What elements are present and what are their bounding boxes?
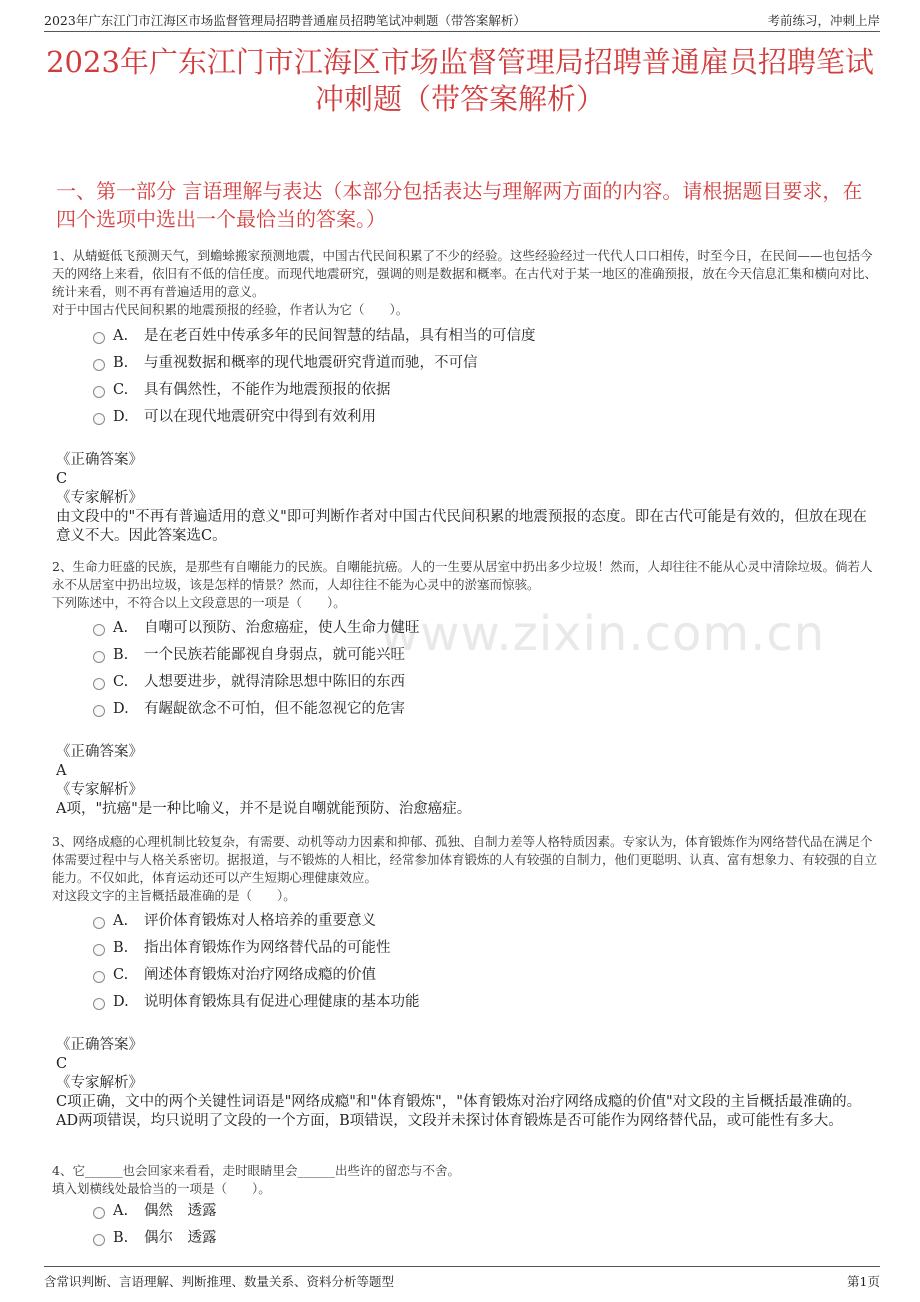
analysis-label: 《专家解析》 (56, 1075, 143, 1091)
answer-label: 《正确答案》 (56, 1037, 143, 1053)
question-4 (52, 1162, 878, 1198)
question-1-options (52, 323, 878, 431)
radio-icon[interactable] (93, 332, 105, 344)
radio-icon[interactable] (93, 1207, 105, 1219)
radio-icon[interactable] (93, 971, 105, 983)
question-2-options (52, 615, 878, 723)
answer-block-1 (56, 451, 876, 546)
page-number: 第1页 (847, 1274, 880, 1289)
radio-icon[interactable] (93, 944, 105, 956)
radio-icon[interactable] (93, 998, 105, 1010)
analysis-label: 《专家解析》 (56, 490, 143, 506)
option-text: 评价体育锻炼对人格培养的重要意义 (144, 913, 376, 929)
radio-icon[interactable] (93, 678, 105, 690)
option-text: 可以在现代地震研究中得到有效利用 (144, 409, 376, 425)
option-d[interactable] (93, 989, 878, 1016)
option-letter: A. (113, 328, 129, 344)
option-text: 偶然 透露 (144, 1203, 217, 1219)
radio-icon[interactable] (93, 359, 105, 371)
option-letter: D. (113, 701, 129, 717)
option-letter: A. (113, 913, 129, 929)
analysis-text: C项正确，文中的两个关键性词语是"网络成瘾"和"体育锻炼"，"体育锻炼对治疗网络成瘾的价值"对文段的主旨概括最准确的。AD两项错误，均只说明了文段的一个方面，B项错误，文段并未探讨体育锻炼是否可能作为网络替代品，或可能性有多大。 (56, 1094, 862, 1129)
question-stem: 2、生命力旺盛的民族，是那些有自嘲能力的民族。自嘲能抗癌。人的一生要从居室中扔出多少垃圾！然而，人却往往不能从心灵中清除垃圾。倘若人永不从居室中扔出垃圾，该是怎样的情景？然而，人却往往不能为心灵中的淤塞而惊骇。 (52, 559, 873, 592)
option-text: 偶尔 透露 (144, 1230, 217, 1246)
answer-value: C (56, 471, 68, 487)
question-prompt: 对于中国古代民间积累的地震预报的经验，作者认为它（ ）。 (52, 302, 409, 317)
question-2 (52, 558, 878, 612)
option-letter: A. (113, 620, 129, 636)
option-text: 自嘲可以预防、治愈癌症，使人生命力健旺 (144, 620, 420, 636)
option-letter: C. (113, 674, 129, 690)
option-letter: A. (113, 1203, 129, 1219)
option-text: 阐述体育锻炼对治疗网络成瘾的价值 (144, 967, 376, 983)
option-c[interactable] (93, 962, 878, 989)
radio-icon[interactable] (93, 651, 105, 663)
question-1 (52, 247, 878, 319)
option-letter: C. (113, 967, 129, 983)
section-heading: 一、第一部分 言语理解与表达（本部分包括表达与理解两方面的内容。请根据题目要求，在四个选项中选出一个最恰当的答案。） (56, 179, 863, 231)
page-footer (44, 1266, 880, 1291)
option-text: 人想要进步，就得清除思想中陈旧的东西 (144, 674, 405, 690)
watermark: www.zixin.com.cn (380, 606, 826, 662)
radio-icon[interactable] (93, 386, 105, 398)
option-letter: B. (113, 940, 129, 956)
analysis-text: 由文段中的"不再有普遍适用的意义"即可判断作者对中国古代民间积累的地震预报的态度。即在古代可能是有效的，但放在现在意义不大。因此答案选C。 (56, 509, 867, 544)
answer-block-3 (56, 1036, 876, 1131)
answer-label: 《正确答案》 (56, 452, 143, 468)
page-header (44, 9, 880, 32)
answer-value: A (56, 763, 67, 779)
radio-icon[interactable] (93, 624, 105, 636)
option-a[interactable] (93, 323, 878, 350)
option-letter: B. (113, 355, 129, 371)
analysis-text: A项，"抗癌"是一种比喻义，并不是说自嘲就能预防、治愈癌症。 (56, 801, 472, 817)
option-text: 具有偶然性，不能作为地震预报的依据 (144, 382, 391, 398)
radio-icon[interactable] (93, 413, 105, 425)
option-letter: B. (113, 1230, 129, 1246)
radio-icon[interactable] (93, 705, 105, 717)
question-stem: 4、它______也会回家来看看，走时眼睛里会______出些许的留恋与不舍。 (52, 1163, 460, 1178)
option-c[interactable] (93, 669, 878, 696)
footer-description: 含常识判断、言语理解、判断推理、数量关系、资料分析等题型 (44, 1274, 395, 1289)
option-c[interactable] (93, 377, 878, 404)
answer-label: 《正确答案》 (56, 744, 143, 760)
question-stem: 1、从蜻蜓低飞预测天气，到蟾蜍搬家预测地震，中国古代民间积累了不少的经验。这些经验经过一代代人口口相传，时至今日，在民间——也包括今天的网络上来看，依旧有不低的信任度。而现代地震研究，强调的则是数据和概率。在古代对于某一地区的准确预报，放在今天信息汇集和横向对比、统计来看，则不再有普遍适用的意义。 (52, 248, 878, 299)
option-text: 有龌龊欲念不可怕，但不能忽视它的危害 (144, 701, 405, 717)
option-text: 与重视数据和概率的现代地震研究背道而驰，不可信 (144, 355, 478, 371)
option-d[interactable] (93, 696, 878, 723)
answer-value: C (56, 1056, 68, 1072)
question-3-options (52, 908, 878, 1016)
question-stem: 3、网络成瘾的心理机制比较复杂，有需要、动机等动力因素和抑郁、孤独、自制力差等人格特质因素。专家认为，体育锻炼作为网络替代品在满足个体需要过程中与人格关系密切。据报道，与不锻炼的人相比，经常参加体育锻炼的人有较强的自制力，他们更聪明、认真、富有想象力、有较强的自立能力。不仅如此，体育运动还可以产生短期心理健康效应。 (52, 834, 878, 885)
header-slogan: 考前练习，冲刺上岸 (767, 13, 880, 28)
option-letter: D. (113, 409, 129, 425)
analysis-label: 《专家解析》 (56, 782, 143, 798)
option-b[interactable] (93, 1225, 878, 1252)
option-b[interactable] (93, 642, 878, 669)
option-text: 指出体育锻炼作为网络替代品的可能性 (144, 940, 391, 956)
option-letter: D. (113, 994, 129, 1010)
option-letter: B. (113, 647, 129, 663)
question-3 (52, 833, 878, 905)
option-d[interactable] (93, 404, 878, 431)
radio-icon[interactable] (93, 1234, 105, 1246)
radio-icon[interactable] (93, 917, 105, 929)
question-prompt: 填入划横线处最恰当的一项是（ ）。 (52, 1181, 271, 1196)
question-4-options (52, 1198, 878, 1252)
option-b[interactable] (93, 350, 878, 377)
option-letter: C. (113, 382, 129, 398)
option-text: 是在老百姓中传承多年的民间智慧的结晶，具有相当的可信度 (144, 328, 536, 344)
header-doc-title: 2023年广东江门市江海区市场监督管理局招聘普通雇员招聘笔试冲刺题（带答案解析） (44, 13, 526, 28)
option-text: 一个民族若能鄙视自身弱点，就可能兴旺 (144, 647, 405, 663)
option-a[interactable] (93, 1198, 878, 1225)
option-a[interactable] (93, 908, 878, 935)
question-prompt: 对这段文字的主旨概括最准确的是（ ）。 (52, 888, 296, 903)
answer-block-2 (56, 743, 876, 819)
page-title: 2023年广东江门市江海区市场监督管理局招聘普通雇员招聘笔试冲刺题（带答案解析） (46, 45, 874, 116)
option-b[interactable] (93, 935, 878, 962)
option-text: 说明体育锻炼具有促进心理健康的基本功能 (144, 994, 420, 1010)
option-a[interactable] (93, 615, 878, 642)
question-prompt: 下列陈述中，不符合以上文段意思的一项是（ ）。 (52, 595, 346, 610)
